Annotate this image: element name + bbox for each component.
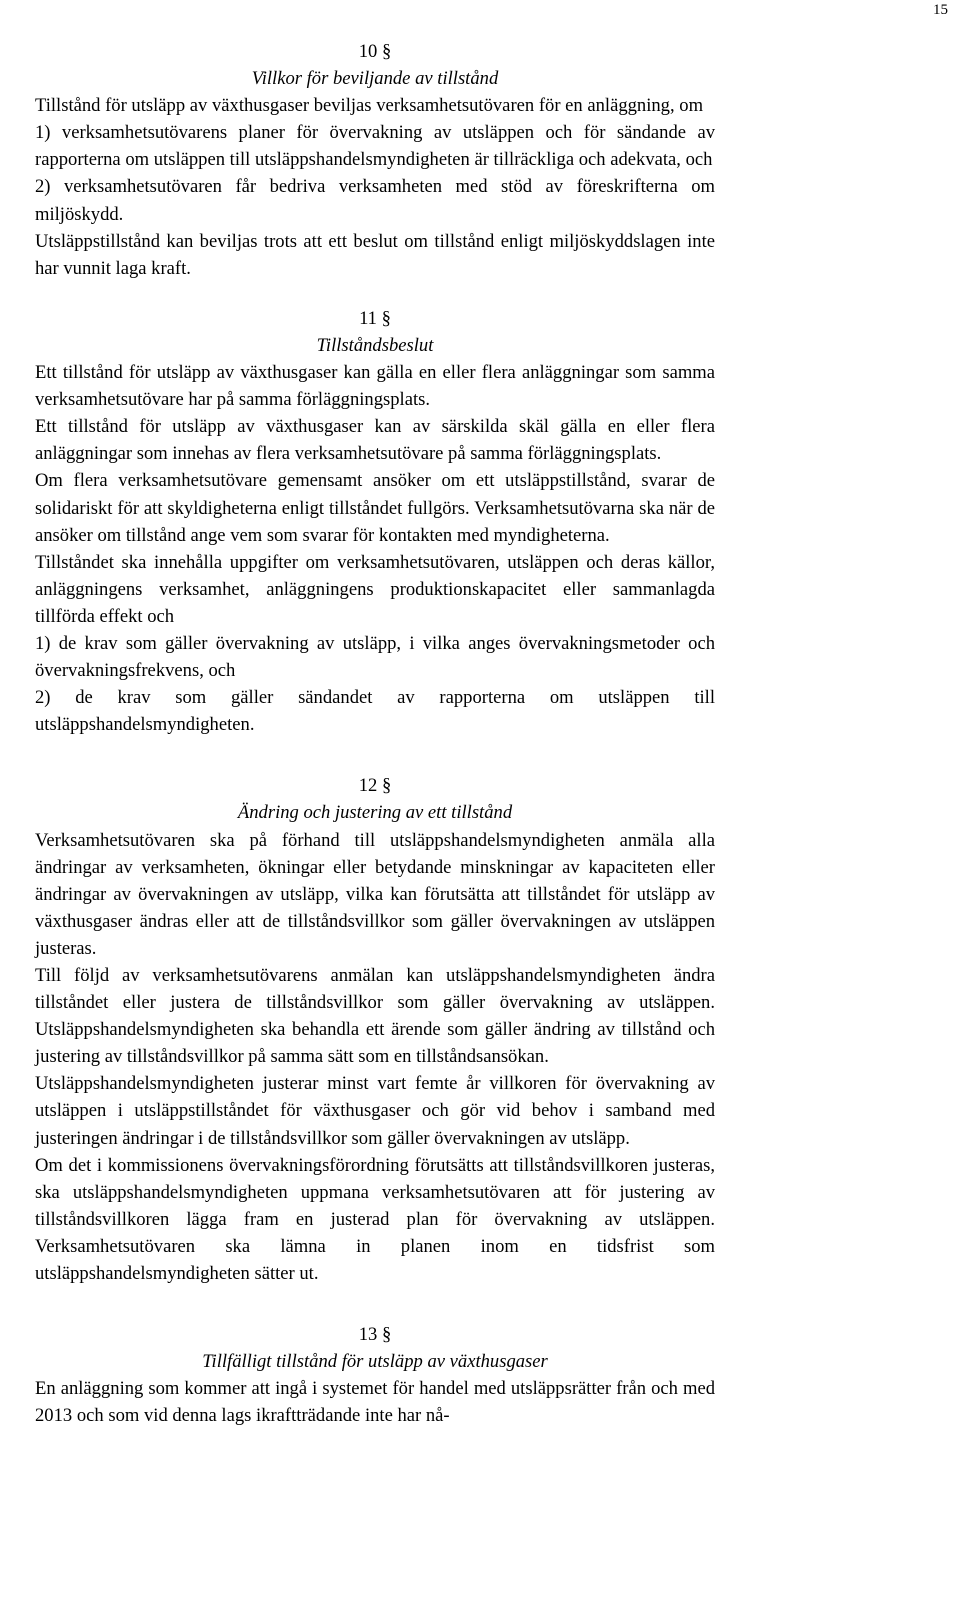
paragraph: Utsläppshandelsmyndigheten justerar minst vart femte år villkoren för övervakning av utsläppen i utsläppstillståndet för växthusgaser och gör vid behov i samband med justeringen ändringar i de tillståndsvillkor som gäller övervakningen av utsläpp. <box>35 1073 715 1149</box>
paragraph: 2) de krav som gäller sändandet av rapporterna om utsläppen till utsläppshandelsmyndigheten. <box>35 687 715 736</box>
document-body <box>35 38 715 1430</box>
paragraph: En anläggning som kommer att ingå i systemet för handel med utsläppsrätter från och med 2013 och som vid denna lags ikraftträdande inte har nå- <box>35 1378 715 1427</box>
paragraph: Ett tillstånd för utsläpp av växthusgaser kan av särskilda skäl gälla en eller flera anläggningar som innehas av flera verksamhetsutövare på samma förläggningsplats. <box>35 416 715 465</box>
section-number: 11 § <box>359 307 391 329</box>
section-title: Tillståndsbeslut <box>316 334 434 356</box>
paragraph: Ett tillstånd för utsläpp av växthusgaser kan gälla en eller flera anläggningar som samma verksamhetsutövare har på samma förläggningsplats. <box>35 362 715 411</box>
section-13 <box>35 1321 715 1429</box>
section-title: Ändring och justering av ett tillstånd <box>237 802 513 824</box>
section-title: Villkor för beviljande av tillstånd <box>251 68 499 90</box>
section-12 <box>35 772 715 1287</box>
paragraph: Tillståndet ska innehålla uppgifter om verksamhetsutövaren, utsläppen och deras källor, anläggningens verksamhet, anläggningens produktionskapacitet eller sammanlagda tillförda effekt och <box>35 551 715 627</box>
paragraph: 1) de krav som gäller övervakning av utsläpp, i vilka anges övervakningsmetoder och övervakningsfrekvens, och <box>35 632 715 682</box>
paragraph: Om flera verksamhetsutövare gemensamt ansöker om ett utsläppstillstånd, svarar de solidariskt för att skyldigheterna enligt tillståndet fullgörs. Verksamhetsutövarna ska när de ansöker om tillstånd ange vem som svarar för kontakten med myndigheterna. <box>35 470 715 546</box>
section-number: 12 § <box>358 775 392 797</box>
paragraph: Utsläppstillstånd kan beviljas trots att ett beslut om tillstånd enligt miljöskyddslagen inte har vunnit laga kraft. <box>35 230 715 279</box>
paragraph: 2) verksamhetsutövaren får bedriva verksamheten med stöd av föreskrifterna om miljöskydd. <box>35 176 715 225</box>
section-10 <box>35 38 715 282</box>
paragraph: Tillstånd för utsläpp av växthusgaser beviljas verksamhetsutövaren för en anläggning, om <box>35 95 704 117</box>
section-title: Tillfälligt tillstånd för utsläpp av växthusgaser <box>202 1351 548 1373</box>
section-number: 13 § <box>358 1324 392 1346</box>
section-11 <box>35 305 715 739</box>
paragraph: Till följd av verksamhetsutövarens anmälan kan utsläppshandelsmyndigheten ändra tillståndet eller justera de tillståndsvillkor som gäller övervakning av utsläppen. Utsläppshandelsmyndigheten ska behandla ett ärende som gäller ändring av tillstånd och justering av tillståndsvillkor på samma sätt som en tillståndsansökan. <box>35 965 715 1068</box>
paragraph: Verksamhetsutövaren ska på förhand till utsläppshandelsmyndigheten anmäla alla ändringar av verksamheten, ökningar eller betydande minskningar av kapaciteten eller ändringar av övervakningen av utsläpp, vilka kan förutsätta att tillståndet för utsläpp av växthusgaser ändras eller att de tillståndsvillkor som gäller övervakningen av utsläppen justeras. <box>35 829 715 959</box>
paragraph: Om det i kommissionens övervakningsförordning förutsätts att tillståndsvillkoren justeras, ska utsläppshandelsmyndigheten uppmana verksamhetsutövaren att för justering av tillståndsvillkoren lägga fram en justerad plan för övervakning av utsläppen. Verksamhetsutövaren ska lämna in planen inom en tidsfrist som utsläppshandelsmyndigheten sätter ut. <box>35 1154 715 1285</box>
section-number: 10 § <box>358 41 392 62</box>
paragraph: 1) verksamhetsutövarens planer för övervakning av utsläppen och för sändande av rapporterna om utsläppen till utsläppshandelsmyndigheten är tillräckliga och adekvata, och <box>35 122 715 171</box>
page-number: 15 <box>933 2 948 18</box>
